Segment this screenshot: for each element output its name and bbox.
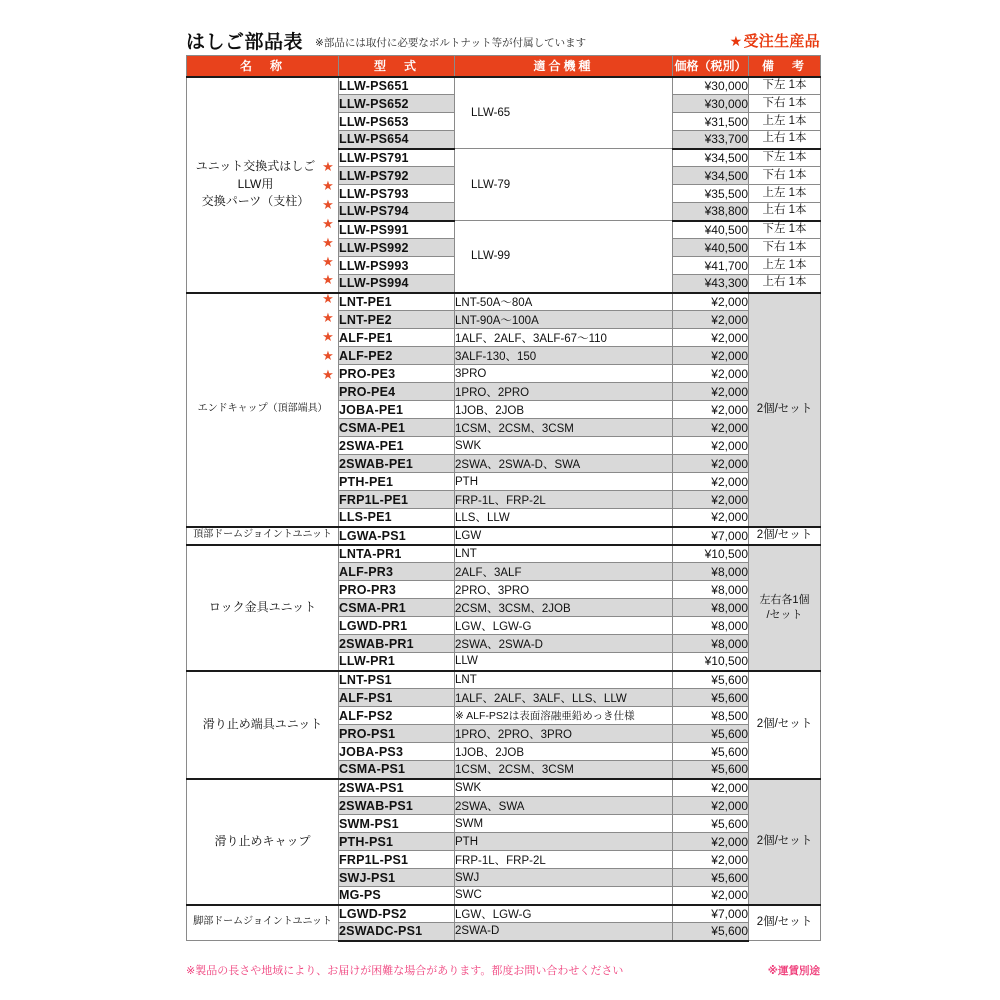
group-name-cell bbox=[187, 671, 339, 779]
model-cell: 2SWAB-PS1 bbox=[339, 797, 455, 815]
price-cell: ¥35,500 bbox=[673, 185, 749, 203]
fit-model-cell: FRP-1L、FRP-2L bbox=[455, 851, 673, 869]
model-cell: LLS-PE1 bbox=[339, 509, 455, 527]
fit-model-cell: LLW-99 bbox=[455, 221, 673, 293]
group-name-label bbox=[193, 528, 332, 543]
remark-cell bbox=[749, 905, 821, 941]
fit-model-cell: 3ALF-130、150 bbox=[455, 347, 673, 365]
fit-model-cell: PTH bbox=[455, 833, 673, 851]
fit-model-cell: FRP-1L、FRP-2L bbox=[455, 491, 673, 509]
price-cell: ¥2,000 bbox=[673, 365, 749, 383]
fit-model-cell: LNT-50A〜80A bbox=[455, 293, 673, 311]
model-cell: LGWD-PR1 bbox=[339, 617, 455, 635]
model-cell: CSMA-PE1 bbox=[339, 419, 455, 437]
fit-model-cell: LLS、LLW bbox=[455, 509, 673, 527]
fit-model-cell: 1JOB、2JOB bbox=[455, 743, 673, 761]
price-cell: ¥2,000 bbox=[673, 419, 749, 437]
table-row bbox=[187, 527, 821, 545]
model-cell: 2SWAB-PE1 bbox=[339, 455, 455, 473]
table-row bbox=[187, 293, 821, 311]
group-name-label bbox=[193, 915, 332, 930]
remark-cell: 上右 1本 bbox=[749, 275, 821, 293]
price-cell: ¥5,600 bbox=[673, 743, 749, 761]
remark-cell bbox=[749, 545, 821, 671]
star-icon: ★ bbox=[322, 291, 334, 307]
price-cell: ¥10,500 bbox=[673, 545, 749, 563]
model-cell: SWJ-PS1 bbox=[339, 869, 455, 887]
price-cell: ¥7,000 bbox=[673, 527, 749, 545]
price-cell: ¥8,000 bbox=[673, 563, 749, 581]
price-cell: ¥40,500 bbox=[673, 221, 749, 239]
fit-model-cell: 1PRO、2PRO、3PRO bbox=[455, 725, 673, 743]
fit-model-cell: SWC bbox=[455, 887, 673, 905]
remark-cell-line: 2個/セット bbox=[756, 528, 813, 541]
remark-cell: 上右 1本 bbox=[749, 203, 821, 221]
star-icon: ★ bbox=[322, 329, 334, 344]
group-name-inner bbox=[187, 528, 338, 543]
table-row bbox=[187, 905, 821, 923]
remark-cell bbox=[749, 779, 821, 905]
model-cell: JOBA-PS3 bbox=[339, 743, 455, 761]
fit-model-cell: SWK bbox=[455, 779, 673, 797]
fit-model-cell: 1JOB、2JOB bbox=[455, 401, 673, 419]
column-header-model: 型 式 bbox=[339, 56, 455, 77]
model-cell: JOBA-PE1 bbox=[339, 401, 455, 419]
remark-cell: 上右 1本 bbox=[749, 131, 821, 149]
price-cell: ¥2,000 bbox=[673, 509, 749, 527]
price-cell: ¥43,300 bbox=[673, 275, 749, 293]
fit-model-cell: LNT-90A〜100A bbox=[455, 311, 673, 329]
fit-model-cell: 3PRO bbox=[455, 365, 673, 383]
fit-model-cell: 2SWA、2SWA-D、SWA bbox=[455, 455, 673, 473]
price-cell: ¥5,600 bbox=[673, 689, 749, 707]
price-cell: ¥30,000 bbox=[673, 77, 749, 95]
model-cell: LLW-PS993 bbox=[339, 257, 455, 275]
price-cell: ¥2,000 bbox=[673, 347, 749, 365]
price-cell: ¥5,600 bbox=[673, 671, 749, 689]
table-header-row bbox=[187, 56, 821, 77]
group-name-line: エンドキャップ（頂部端具） bbox=[197, 403, 328, 415]
price-cell: ¥10,500 bbox=[673, 653, 749, 671]
group-name-line: 交換パーツ（支柱） bbox=[201, 194, 310, 209]
model-cell: ALF-PS1 bbox=[339, 689, 455, 707]
group-name-inner bbox=[187, 599, 338, 616]
table-row bbox=[187, 77, 821, 95]
star-icon: ★ bbox=[729, 33, 743, 49]
price-cell: ¥41,700 bbox=[673, 257, 749, 275]
fit-model-cell: PTH bbox=[455, 473, 673, 491]
price-cell: ¥34,500 bbox=[673, 167, 749, 185]
model-cell: ALF-PE1 bbox=[339, 329, 455, 347]
model-cell: MG-PS bbox=[339, 887, 455, 905]
model-cell: 2SWAB-PR1 bbox=[339, 635, 455, 653]
price-cell: ¥33,700 bbox=[673, 131, 749, 149]
price-cell: ¥8,000 bbox=[673, 599, 749, 617]
document-header bbox=[186, 22, 820, 52]
footer-note-right: ※運賃別途 bbox=[767, 965, 820, 977]
fit-model-cell: SWK bbox=[455, 437, 673, 455]
group-name-cell bbox=[187, 77, 339, 382]
group-name-cell bbox=[187, 545, 339, 671]
star-icon: ★ bbox=[322, 347, 334, 363]
model-cell: LLW-PS792 bbox=[339, 167, 455, 185]
model-cell: LLW-PS793 bbox=[339, 185, 455, 203]
model-cell: ALF-PS2 bbox=[339, 707, 455, 725]
model-cell: PRO-PE3 bbox=[339, 365, 455, 383]
group-name-cell bbox=[187, 905, 339, 941]
price-cell: ¥8,500 bbox=[673, 707, 749, 725]
fit-model-cell: 2SWA、SWA bbox=[455, 797, 673, 815]
group-name-line: 滑り止めキャップ bbox=[214, 833, 311, 848]
model-cell: LLW-PS992 bbox=[339, 239, 455, 257]
remark-cell-line: 2個/セット bbox=[756, 834, 813, 847]
model-cell: LNTA-PR1 bbox=[339, 545, 455, 563]
price-cell: ¥8,000 bbox=[673, 581, 749, 599]
price-cell: ¥2,000 bbox=[673, 383, 749, 401]
star-icon: ★ bbox=[322, 253, 334, 269]
model-cell: ALF-PE2 bbox=[339, 347, 455, 365]
made-to-order-star-column bbox=[320, 158, 336, 382]
fit-model-cell: 2ALF、3ALF bbox=[455, 563, 673, 581]
star-icon: ★ bbox=[322, 178, 334, 194]
star-icon: ★ bbox=[322, 159, 334, 175]
star-icon: ★ bbox=[322, 366, 334, 382]
remark-cell-line: 2個/セット bbox=[756, 717, 813, 730]
group-name-cell bbox=[187, 527, 339, 545]
fit-model-cell: 1CSM、2CSM、3CSM bbox=[455, 419, 673, 437]
price-cell: ¥2,000 bbox=[673, 797, 749, 815]
price-cell: ¥34,500 bbox=[673, 149, 749, 167]
price-cell: ¥2,000 bbox=[673, 455, 749, 473]
price-cell: ¥30,000 bbox=[673, 95, 749, 113]
price-cell: ¥5,600 bbox=[673, 869, 749, 887]
model-cell: SWM-PS1 bbox=[339, 815, 455, 833]
group-name-label bbox=[196, 158, 330, 210]
parts-table bbox=[186, 55, 821, 942]
price-cell: ¥2,000 bbox=[673, 473, 749, 491]
fit-model-cell: 1PRO、2PRO bbox=[455, 383, 673, 401]
column-header-fit: 適合機種 bbox=[455, 56, 673, 77]
price-cell: ¥2,000 bbox=[673, 293, 749, 311]
made-to-order-label: 受注生産品 bbox=[743, 33, 820, 50]
fit-model-cell: LNT bbox=[455, 671, 673, 689]
model-cell: LLW-PS653 bbox=[339, 113, 455, 131]
price-cell: ¥8,000 bbox=[673, 635, 749, 653]
model-cell: PRO-PS1 bbox=[339, 725, 455, 743]
price-cell: ¥2,000 bbox=[673, 437, 749, 455]
table-row bbox=[187, 671, 821, 689]
remark-cell: 下右 1本 bbox=[749, 239, 821, 257]
model-cell: LLW-PS991 bbox=[339, 221, 455, 239]
fit-model-cell: 2SWA、2SWA-D bbox=[455, 635, 673, 653]
price-cell: ¥2,000 bbox=[673, 491, 749, 509]
model-cell: LGWD-PS2 bbox=[339, 905, 455, 923]
remark-cell-line: 2個/セット bbox=[756, 402, 813, 415]
remark-cell: 下右 1本 bbox=[749, 95, 821, 113]
table-row bbox=[187, 545, 821, 563]
model-cell: FRP1L-PE1 bbox=[339, 491, 455, 509]
group-name-inner bbox=[187, 158, 338, 382]
star-icon: ★ bbox=[322, 310, 334, 326]
price-cell: ¥38,800 bbox=[673, 203, 749, 221]
table-body bbox=[187, 77, 821, 941]
group-name-inner bbox=[187, 915, 338, 930]
fit-model-cell: LGW bbox=[455, 527, 673, 545]
price-cell: ¥40,500 bbox=[673, 239, 749, 257]
price-cell: ¥2,000 bbox=[673, 779, 749, 797]
group-name-line: 滑り止め端具ユニット bbox=[202, 716, 323, 731]
group-name-inner bbox=[187, 716, 338, 733]
price-cell: ¥2,000 bbox=[673, 887, 749, 905]
column-header-remark: 備 考 bbox=[749, 56, 821, 77]
group-name-label bbox=[198, 402, 328, 417]
column-header-price: 価格（税別） bbox=[673, 56, 749, 77]
star-icon: ★ bbox=[322, 234, 334, 250]
remark-cell-line: 左右各1個 bbox=[759, 593, 810, 606]
model-cell: LNT-PE1 bbox=[339, 293, 455, 311]
star-icon: ★ bbox=[322, 215, 334, 231]
group-name-line: ロック金具ユニット bbox=[208, 599, 317, 614]
model-cell: LLW-PR1 bbox=[339, 653, 455, 671]
table-row bbox=[187, 779, 821, 797]
fit-model-cell: ※ ALF-PS2は表面溶融亜鉛めっき仕様 bbox=[455, 707, 673, 725]
remark-cell: 上左 1本 bbox=[749, 257, 821, 275]
fit-model-cell: SWJ bbox=[455, 869, 673, 887]
model-cell: LLW-PS654 bbox=[339, 131, 455, 149]
remark-cell bbox=[749, 293, 821, 527]
fit-model-cell: LLW-65 bbox=[455, 77, 673, 149]
price-cell: ¥8,000 bbox=[673, 617, 749, 635]
header-note: ※部品には取付に必要なボルトナット等が付属しています bbox=[315, 37, 587, 49]
price-cell: ¥2,000 bbox=[673, 851, 749, 869]
page-title: はしご部品表 bbox=[186, 32, 304, 53]
fit-model-cell: LGW、LGW-G bbox=[455, 905, 673, 923]
model-cell: LNT-PS1 bbox=[339, 671, 455, 689]
model-cell: CSMA-PS1 bbox=[339, 761, 455, 779]
group-name-line: 頂部ドームジョイントユニット bbox=[193, 529, 332, 541]
model-cell: LGWA-PS1 bbox=[339, 527, 455, 545]
star-icon: ★ bbox=[322, 272, 334, 288]
model-cell: 2SWA-PS1 bbox=[339, 779, 455, 797]
price-cell: ¥5,600 bbox=[673, 923, 749, 941]
fit-model-cell: LGW、LGW-G bbox=[455, 617, 673, 635]
fit-model-cell: LNT bbox=[455, 545, 673, 563]
model-cell: 2SWA-PE1 bbox=[339, 437, 455, 455]
model-cell: LLW-PS994 bbox=[339, 275, 455, 293]
remark-cell: 上左 1本 bbox=[749, 185, 821, 203]
price-cell: ¥5,600 bbox=[673, 815, 749, 833]
model-cell: PRO-PE4 bbox=[339, 383, 455, 401]
fit-model-cell: 1ALF、2ALF、3ALF-67〜110 bbox=[455, 329, 673, 347]
fit-model-cell: 1ALF、2ALF、3ALF、LLS、LLW bbox=[455, 689, 673, 707]
group-name-label bbox=[203, 716, 323, 733]
group-name-line: LLW用 bbox=[237, 176, 274, 191]
price-cell: ¥5,600 bbox=[673, 725, 749, 743]
fit-model-cell: LLW bbox=[455, 653, 673, 671]
price-cell: ¥2,000 bbox=[673, 311, 749, 329]
model-cell: LNT-PE2 bbox=[339, 311, 455, 329]
model-cell: CSMA-PR1 bbox=[339, 599, 455, 617]
group-name-line: 脚部ドームジョイントユニット bbox=[193, 916, 332, 928]
footer-note-left: ※製品の長さや地域により、お届けが困難な場合があります。都度お問い合わせください bbox=[186, 965, 624, 977]
model-cell: LLW-PS652 bbox=[339, 95, 455, 113]
price-cell: ¥31,500 bbox=[673, 113, 749, 131]
group-name-label bbox=[214, 833, 310, 850]
remark-cell: 上左 1本 bbox=[749, 113, 821, 131]
model-cell: 2SWADC-PS1 bbox=[339, 923, 455, 941]
remark-cell: 下左 1本 bbox=[749, 77, 821, 95]
model-cell: FRP1L-PS1 bbox=[339, 851, 455, 869]
price-cell: ¥2,000 bbox=[673, 401, 749, 419]
model-cell: PTH-PE1 bbox=[339, 473, 455, 491]
fit-model-cell: 2SWA-D bbox=[455, 923, 673, 941]
group-name-inner bbox=[187, 402, 338, 417]
remark-cell: 下左 1本 bbox=[749, 221, 821, 239]
group-name-cell bbox=[187, 779, 339, 905]
column-header-name: 名 称 bbox=[187, 56, 339, 77]
model-cell: PRO-PR3 bbox=[339, 581, 455, 599]
group-name-line: ユニット交換式はしご bbox=[195, 159, 316, 174]
remark-cell bbox=[749, 671, 821, 779]
price-cell: ¥2,000 bbox=[673, 833, 749, 851]
fit-model-cell: 2PRO、3PRO bbox=[455, 581, 673, 599]
model-cell: LLW-PS794 bbox=[339, 203, 455, 221]
fit-model-cell: SWM bbox=[455, 815, 673, 833]
star-icon: ★ bbox=[322, 197, 334, 213]
remark-cell-line: 2個/セット bbox=[756, 915, 813, 928]
price-cell: ¥7,000 bbox=[673, 905, 749, 923]
remark-cell: 下右 1本 bbox=[749, 167, 821, 185]
model-cell: LLW-PS791 bbox=[339, 149, 455, 167]
price-cell: ¥2,000 bbox=[673, 329, 749, 347]
fit-model-cell: 1CSM、2CSM、3CSM bbox=[455, 761, 673, 779]
remark-cell-line: /セット bbox=[766, 608, 803, 621]
remark-cell: 下左 1本 bbox=[749, 149, 821, 167]
price-cell: ¥5,600 bbox=[673, 761, 749, 779]
made-to-order-badge bbox=[730, 30, 820, 52]
model-cell: ALF-PR3 bbox=[339, 563, 455, 581]
document-footer bbox=[186, 962, 820, 978]
fit-model-cell: 2CSM、3CSM、2JOB bbox=[455, 599, 673, 617]
model-cell: PTH-PS1 bbox=[339, 833, 455, 851]
group-name-cell bbox=[187, 293, 339, 527]
fit-model-cell: LLW-79 bbox=[455, 149, 673, 221]
model-cell: LLW-PS651 bbox=[339, 77, 455, 95]
group-name-label bbox=[209, 599, 316, 616]
remark-cell bbox=[749, 527, 821, 545]
group-name-inner bbox=[187, 833, 338, 850]
